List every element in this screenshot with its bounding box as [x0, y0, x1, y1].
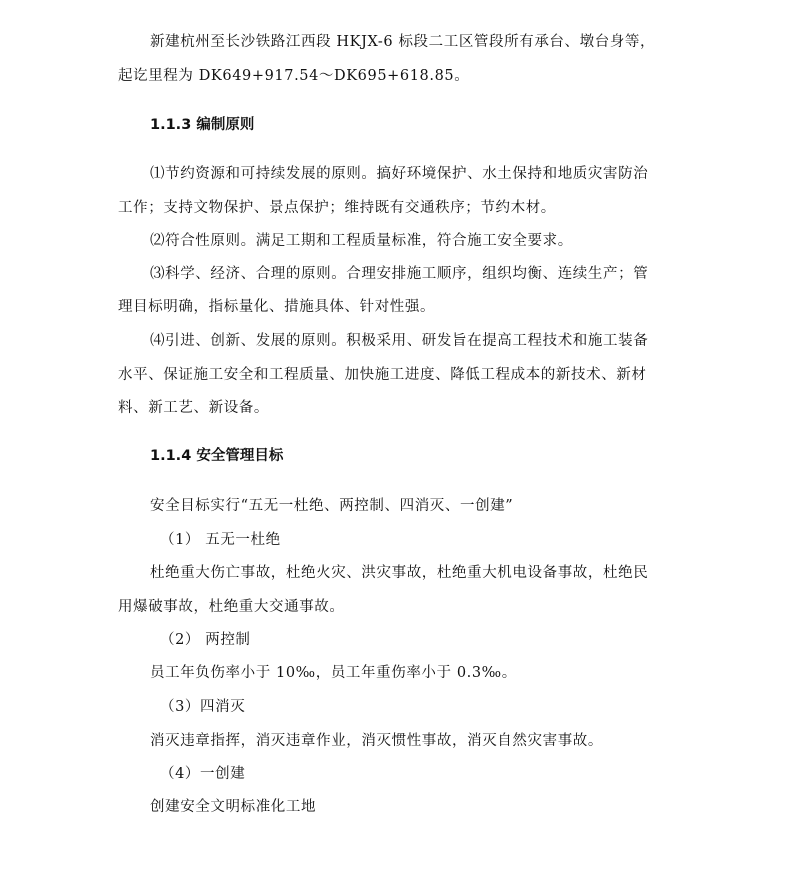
section-heading-1-1-4: 1.1.4 安全管理目标	[150, 448, 284, 464]
item-1-title: （1） 五无一杜绝	[160, 532, 281, 548]
item-1-line-2: 用爆破事故，杜绝重大交通事故。	[118, 599, 345, 615]
principle-4-line-1: ⑷引进、创新、发展的原则。积极采用、研发旨在提高工程技术和施工装备	[150, 333, 649, 349]
intro-line-2: 起讫里程为 DK649+917.54～DK695+618.85。	[118, 68, 470, 84]
item-2-line-1: 员工年负伤率小于 10‰，员工年重伤率小于 0.3‰。	[150, 665, 517, 681]
principle-1-line-1: ⑴节约资源和可持续发展的原则。搞好环境保护、水土保持和地质灾害防治	[150, 166, 649, 182]
item-3-title: （3）四消灭	[160, 699, 246, 715]
principle-3-line-1: ⑶科学、经济、合理的原则。合理安排施工顺序，组织均衡、连续生产；管	[150, 266, 649, 282]
principle-4-line-3: 料、新工艺、新设备。	[118, 400, 269, 416]
principle-2-line-1: ⑵符合性原则。满足工期和工程质量标准，符合施工安全要求。	[150, 233, 573, 249]
section-heading-1-1-3: 1.1.3 编制原则	[150, 117, 255, 133]
item-3-line-1: 消灭违章指挥，消灭违章作业，消灭惯性事故，消灭自然灾害事故。	[150, 733, 603, 749]
intro-line-1: 新建杭州至长沙铁路江西段 HKJX-6 标段二工区管段所有承台、墩台身等，	[150, 34, 656, 50]
item-4-line-1: 创建安全文明标准化工地	[150, 799, 317, 815]
safety-goal-intro: 安全目标实行“五无一杜绝、两控制、四消灭、一创建”	[150, 498, 514, 514]
principle-1-line-2: 工作；支持文物保护、景点保护；维持既有交通秩序；节约木材。	[118, 200, 556, 216]
item-2-title: （2） 两控制	[160, 632, 251, 648]
item-4-title: （4）一创建	[160, 766, 246, 782]
item-1-line-1: 杜绝重大伤亡事故，杜绝火灾、洪灾事故，杜绝重大机电设备事故，杜绝民	[150, 565, 649, 581]
principle-3-line-2: 理目标明确，指标量化、措施具体、针对性强。	[118, 299, 436, 315]
principle-4-line-2: 水平、保证施工安全和工程质量、加快施工进度、降低工程成本的新技术、新材	[118, 367, 647, 383]
